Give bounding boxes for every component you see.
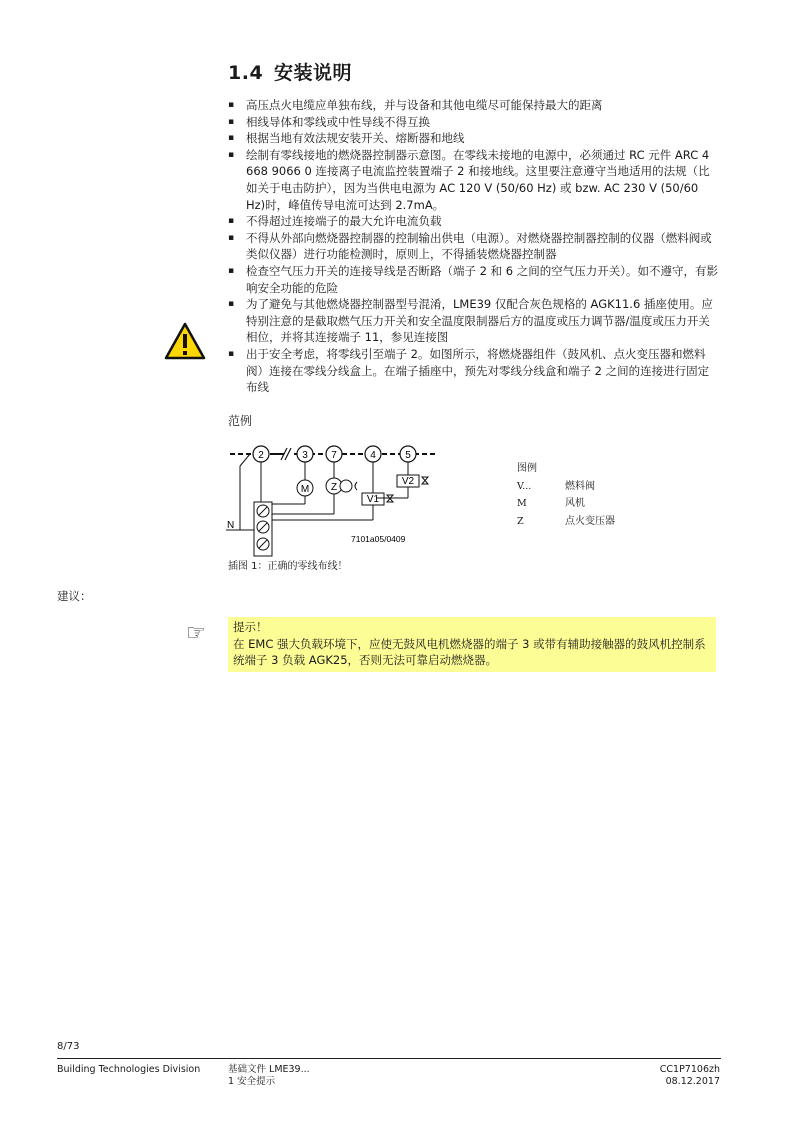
legend-desc: 风机	[565, 498, 585, 510]
transformer-label: Z	[330, 482, 338, 493]
legend-code: M	[517, 498, 527, 510]
list-item: ▪ 绘制有零线接地的燃烧器控制器示意图。在零线未接地的电源中，必须通过 RC 元件 ARC 4 668 9066 0 连接离子电流监控装置端子 2 和接地线。这里要注意遵守当地适用的法规（比如关于电击防护），因为当供电电源为 AC 120 V (50/60 Hz) 或 bzw. AC 230 V (50/60 Hz)时，峰值传导电流可达到 2.7mA。	[228, 147, 720, 213]
diagram-code: 7101a05/0409	[351, 534, 406, 544]
legend-desc: 燃料阀	[565, 480, 595, 492]
list-item: ▪ 根据当地有效法规安装开关、熔断器和地线	[228, 130, 720, 147]
terminal-label: 3	[302, 450, 308, 461]
section-number: 1.4	[228, 62, 264, 84]
warning-icon	[164, 322, 206, 360]
example-label: 范例	[228, 414, 253, 428]
legend-title: 图例	[517, 463, 537, 474]
neutral-label: N	[227, 520, 235, 531]
list-item: ▪ 出于安全考虑，将零线引至端子 2。如图所示，将燃烧器组件（鼓风机、点火变压器和燃料阀）连接在零线分线盒上。在端子插座中，预先对零线分线盒和端子 2 之间的连接进行固定布线	[228, 346, 720, 396]
valve-v2-label: V2	[401, 476, 415, 487]
hint-text: 在 EMC 强大负载环境下，应使无鼓风电机燃烧器的端子 3 或带有辅助接触器的鼓风机控制系统端子 3 负载 AGK25，否则无法可靠启动燃烧器。	[233, 636, 706, 668]
section-heading: 安装说明	[274, 62, 353, 84]
footer-meta	[660, 1064, 720, 1088]
footer-doc-code: CC1P7106zh	[659, 1064, 720, 1075]
valve-v1-label: V1	[366, 494, 380, 505]
diagram-legend	[517, 460, 615, 530]
wiring-diagram	[226, 438, 442, 558]
section-title	[228, 58, 352, 85]
list-item: ▪ 相线导体和零线或中性导线不得互换	[228, 114, 720, 131]
legend-code: V...	[517, 480, 532, 492]
legend-desc: 点火变压器	[565, 515, 615, 527]
footer-divider	[57, 1058, 721, 1059]
list-item: ▪ 不得超过连接端子的最大允许电流负载	[228, 213, 720, 230]
figure-caption: 插图 1：正确的零线布线！	[228, 561, 348, 572]
terminal-label: 7	[331, 450, 337, 461]
terminal-label: 4	[370, 450, 376, 461]
page-number: 8/73	[57, 1041, 80, 1052]
legend-row	[517, 495, 615, 513]
list-item: ▪ 不得从外部向燃烧器控制器的控制输出供电（电源）。对燃烧器控制器控制的仪器（燃料阀或类似仪器）进行功能检测时，原则上，不得插装燃烧器控制器	[228, 230, 720, 263]
footer-doc-title: 基础文件 LME39...	[228, 1064, 310, 1075]
footer-chapter: 1 安全提示	[228, 1076, 276, 1087]
terminal-label: 2	[258, 450, 264, 461]
legend-row	[517, 478, 615, 496]
installation-notes-list	[228, 97, 720, 396]
footer-date: 08.12.2017	[665, 1076, 720, 1087]
footer-division: Building Technologies Division	[57, 1064, 201, 1075]
list-item: ▪ 高压点火电缆应单独布线，并与设备和其他电缆尽可能保持最大的距离	[228, 97, 720, 114]
advice-label: 建议：	[57, 589, 92, 603]
footer-document	[228, 1064, 310, 1088]
list-item: ▪ 为了避免与其他燃烧器控制器型号混淆，LME39 仅配合灰色规格的 AGK11.6 插座使用。应特别注意的是截取燃气压力开关和安全温度限制器后方的温度或压力调节器/温度或压力开关相位，并将其连接端子 11，参见连接图	[228, 296, 720, 346]
hint-title: 提示！	[233, 620, 268, 634]
hint-box	[228, 617, 716, 672]
list-item: ▪ 检查空气压力开关的连接导线是否断路（端子 2 和 6 之间的空气压力开关）。如不遵守，有影响安全功能的危险	[228, 263, 720, 296]
legend-row	[517, 513, 615, 531]
terminal-label: 5	[405, 450, 411, 461]
pointing-hand-icon: ☞	[186, 621, 206, 646]
motor-label: M	[300, 484, 310, 495]
legend-code: Z	[517, 515, 524, 527]
